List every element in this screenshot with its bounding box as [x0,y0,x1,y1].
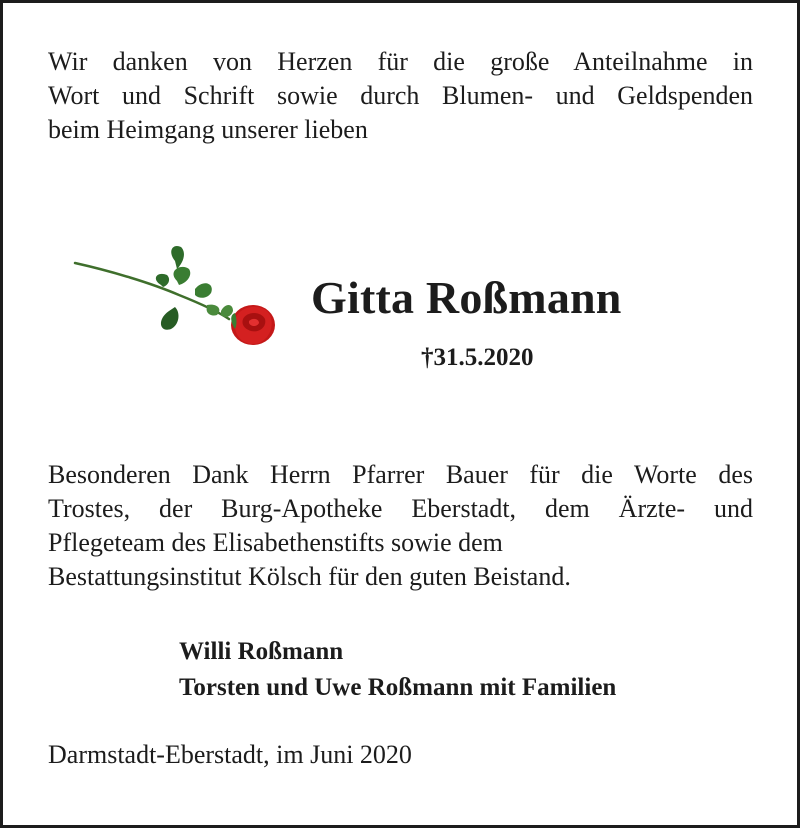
deceased-name: Gitta Roßmann [311,272,622,323]
death-date: †31.5.2020 [421,344,534,371]
rose-icon [71,241,283,351]
place-date: Darmstadt-Eberstadt, im Juni 2020 [48,740,412,769]
thanks-line: Bestattungsinstitut Kölsch für den guten Beistand. [48,562,571,591]
thanks-line: Besonderen Dank Herrn Pfarrer Bauer für die Worte des [48,460,753,489]
thanks-paragraph [48,458,753,594]
intro-line: beim Heimgang unserer lieben [48,115,368,144]
intro-paragraph [48,45,753,147]
thanks-line: Pflegeteam des Elisabethenstifts sowie dem [48,528,503,557]
intro-line: Wort und Schrift sowie durch Blumen- und Geldspenden [48,81,753,110]
signer-name: Torsten und Uwe Roßmann mit Familien [179,674,617,701]
thanks-line: Trostes, der Burg-Apotheke Eberstadt, dem Ärzte- und [48,494,753,523]
intro-line: Wir danken von Herzen für die große Anteilnahme in [48,47,753,76]
signer-name: Willi Roßmann [179,638,344,665]
